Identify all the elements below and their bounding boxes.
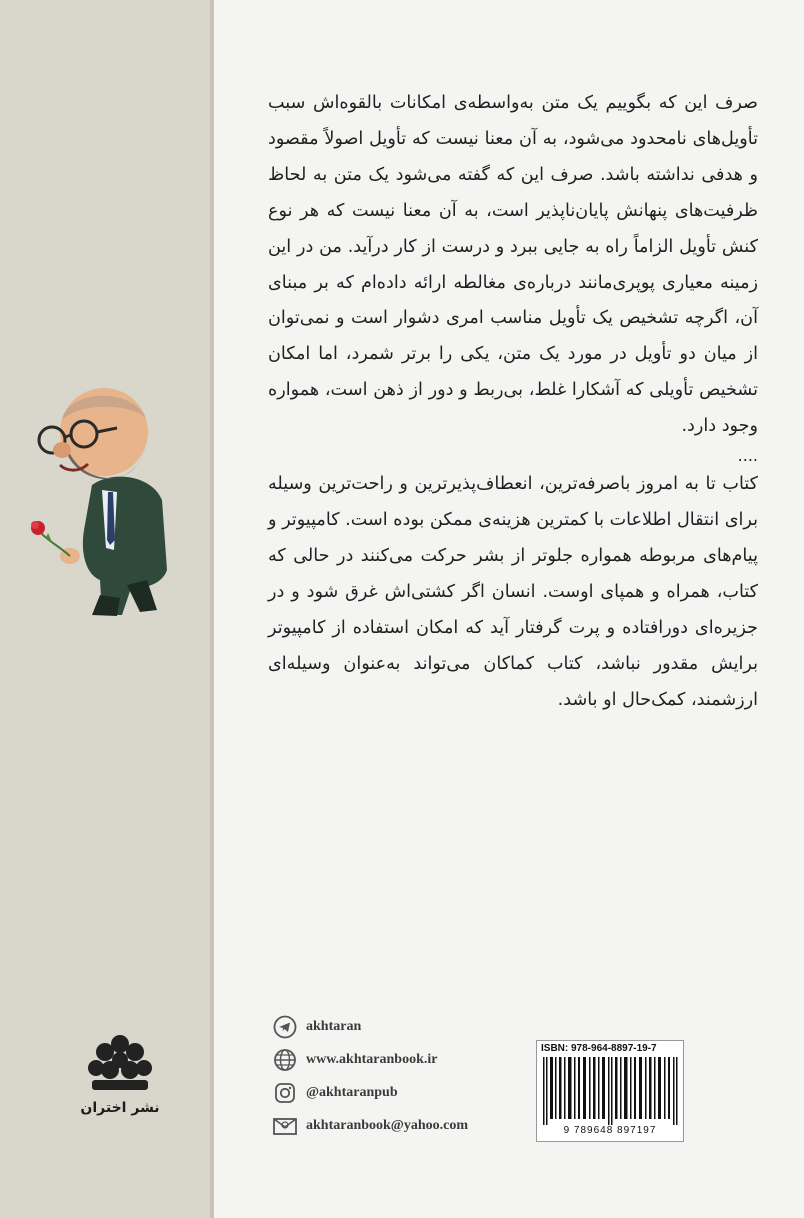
website-url: www.akhtaranbook.ir (306, 1051, 438, 1067)
telegram-icon (272, 1014, 298, 1040)
publisher-name: نشر اختران (80, 1100, 160, 1116)
contact-email[interactable] (272, 1109, 532, 1142)
telegram-handle: akhtaran (306, 1018, 362, 1034)
excerpt-paragraph-2: کتاب تا به امروز باصرفه‌ترین، انعطاف‌پذیرترین و راحت‌ترین وسیله برای انتقال اطلاعات با کمترین هزینه‌ی ممکن بوده است. کامپیوتر و پیام‌های مربوطه همواره جلوتر از بشر حرکت می‌کنند در حالی که کتاب، همراه و همپای اوست. انسان اگر کشتی‌اش غرق شود و در جزیره‌ای دورافتاده و پرت گرفتار آید که امکان استفاده از کامپیوتر برایش مقدور نباشد، کتاب کماکان می‌تواند به‌عنوان وسیله‌ای ارزشمند، کمک‌حال او باشد. (268, 474, 758, 710)
globe-icon (272, 1047, 298, 1073)
barcode-digits: 9 789648 897197 (563, 1125, 657, 1136)
contact-website[interactable] (272, 1043, 532, 1076)
author-caricature (22, 380, 172, 620)
excerpt-paragraph-1: صرف این که بگوییم یک متن به‌واسطه‌ی امکانات بالقوه‌اش سبب تأویل‌های نامحدود می‌شود، به آن معنا نیست که تأویل اصولاً مقصود و هدفی نداشته باشد. صرف این که گفته می‌شود یک متن به لحاظ ظرفیت‌های پنهانش پایان‌ناپذیر است، به آن معنا نیست که هر نوع کنش تأویل الزاماً راه به جایی ببرد و درست از کار درآید. من در این زمینه معیاری پوپری‌مانند درباره‌ی مغالطه ارائه داده‌ام که بر مبنای آن، اگرچه تشخیص یک تأویل مناسب امری دشوار است و نمی‌توان از میان دو تأویل در مورد یک متن، یکی را برتر شمرد، اما امکان تشخیص تأویلی که آشکارا غلط، بی‌ربط و دور از ذهن است، همواره وجود دارد. (268, 93, 758, 437)
publisher-logo-icon (88, 1030, 152, 1094)
back-cover-text (268, 86, 758, 718)
isbn-label: ISBN: 978-964-8897-19-7 (541, 1043, 657, 1054)
isbn-barcode-box (536, 1040, 684, 1142)
contact-telegram[interactable] (272, 1010, 532, 1043)
email-icon (272, 1113, 298, 1139)
instagram-handle: @akhtaranpub (306, 1084, 398, 1100)
section-separator: .... (737, 446, 758, 466)
contact-list (272, 1010, 532, 1142)
barcode-graphic (541, 1057, 679, 1125)
instagram-icon (272, 1080, 298, 1106)
contact-instagram[interactable] (272, 1076, 532, 1109)
email-address: akhtaranbook@yahoo.com (306, 1117, 468, 1133)
